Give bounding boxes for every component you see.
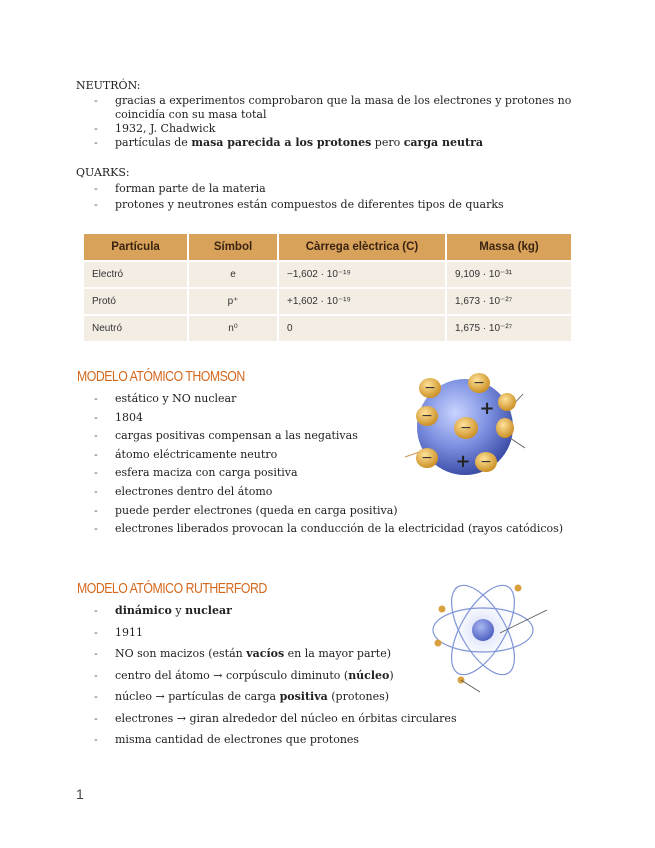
- quarks-title: QUARKS:: [76, 166, 130, 179]
- list-item: - 1804: [76, 411, 596, 425]
- electron-particle: [496, 418, 514, 438]
- table-cell: 1,673 · 10⁻²⁷: [447, 287, 571, 314]
- svg-text:−: −: [480, 454, 492, 470]
- list-item: - puede perder electrones (queda en carga positiva): [76, 504, 596, 518]
- list-item: - 1911: [76, 626, 596, 640]
- svg-text:−: −: [421, 408, 433, 424]
- table-cell: p⁺: [189, 287, 279, 314]
- list-item: - electrones dentro del átomo: [76, 485, 596, 499]
- electron-particle: [416, 406, 438, 426]
- list-item: - cargas positivas compensan a las negativas: [76, 429, 596, 443]
- table-cell: −1,602 · 10⁻¹⁹: [279, 260, 447, 287]
- list-item: - misma cantidad de electrones que protones: [76, 733, 596, 747]
- table-row: [84, 287, 571, 314]
- table-cell: Protó: [84, 287, 189, 314]
- electron-particle: [439, 606, 446, 613]
- electron-particle: [435, 640, 442, 647]
- table-cell: n⁰: [189, 314, 279, 341]
- list-item: - esfera maciza con carga positiva: [76, 466, 596, 480]
- particle-table: [84, 234, 571, 341]
- electron-particle: [498, 393, 516, 411]
- list-item: - NO son macizos (están vacíos en la mayor parte): [76, 647, 596, 661]
- pointer-line: [510, 438, 525, 448]
- list-item: - centro del átomo → corpúsculo diminuto (núcleo): [76, 669, 596, 683]
- list-item: - núcleo → partículas de carga positiva (protones): [76, 690, 596, 704]
- table-header: Partícula: [84, 234, 189, 260]
- thomson-heading: MODELO ATÓMICO THOMSON: [77, 368, 245, 385]
- rutherford-heading: MODELO ATÓMICO RUTHERFORD: [77, 580, 267, 597]
- table-header: Massa (kg): [447, 234, 571, 260]
- electron-particle: [515, 585, 522, 592]
- list-item: - 1932, J. Chadwick: [76, 122, 596, 136]
- quarks-list: [76, 182, 596, 212]
- plus-sign: +: [455, 451, 471, 472]
- list-item: - partículas de masa parecida a los protones pero carga neutra: [76, 136, 596, 150]
- svg-text:−: −: [460, 420, 472, 436]
- list-item: - forman parte de la materia: [76, 182, 596, 196]
- table-row: [84, 260, 571, 287]
- electron-particle: [416, 448, 438, 468]
- svg-text:−: −: [424, 380, 436, 396]
- list-item: - electrones liberados provocan la conducción de la electricidad (rayos catódicos): [76, 522, 596, 536]
- table-row: [84, 314, 571, 341]
- electron-particle: [454, 417, 478, 439]
- table-cell: e: [189, 260, 279, 287]
- neutron-list: [76, 94, 596, 150]
- nucleus: [472, 619, 494, 641]
- table-cell: Neutró: [84, 314, 189, 341]
- list-item: - dinámico y nuclear: [76, 604, 596, 618]
- list-item: - protones y neutrones están compuestos de diferentes tipos de quarks: [76, 198, 596, 212]
- rutherford-atom-diagram: [420, 570, 550, 695]
- electron-particle: [419, 378, 441, 398]
- electron-particle: [475, 452, 497, 472]
- table-cell: +1,602 · 10⁻¹⁹: [279, 287, 447, 314]
- neutron-title: NEUTRÓN:: [76, 79, 141, 92]
- thomson-atom-diagram: [400, 370, 530, 485]
- list-item: - electrones → giran alrededor del núcleo en órbitas circulares: [76, 712, 596, 726]
- svg-text:−: −: [473, 375, 485, 391]
- table-cell: 0: [279, 314, 447, 341]
- list-item: - gracias a experimentos comprobaron que la masa de los electrones y protones no coincidía con su masa total: [76, 94, 596, 122]
- electron-particle: [468, 373, 490, 393]
- table-cell: Electró: [84, 260, 189, 287]
- list-item: - estático y NO nuclear: [76, 392, 596, 406]
- page-number: 1: [76, 786, 84, 802]
- list-item: - átomo eléctricamente neutro: [76, 448, 596, 462]
- table-cell: 9,109 · 10⁻³¹: [447, 260, 571, 287]
- table-cell: 1,675 · 10⁻²⁷: [447, 314, 571, 341]
- table-header-row: [84, 234, 571, 260]
- plus-sign: +: [479, 398, 495, 419]
- table-header: Càrrega elèctrica (C): [279, 234, 447, 260]
- table-header: Símbol: [189, 234, 279, 260]
- svg-text:−: −: [421, 450, 433, 466]
- pointer-line: [461, 680, 480, 692]
